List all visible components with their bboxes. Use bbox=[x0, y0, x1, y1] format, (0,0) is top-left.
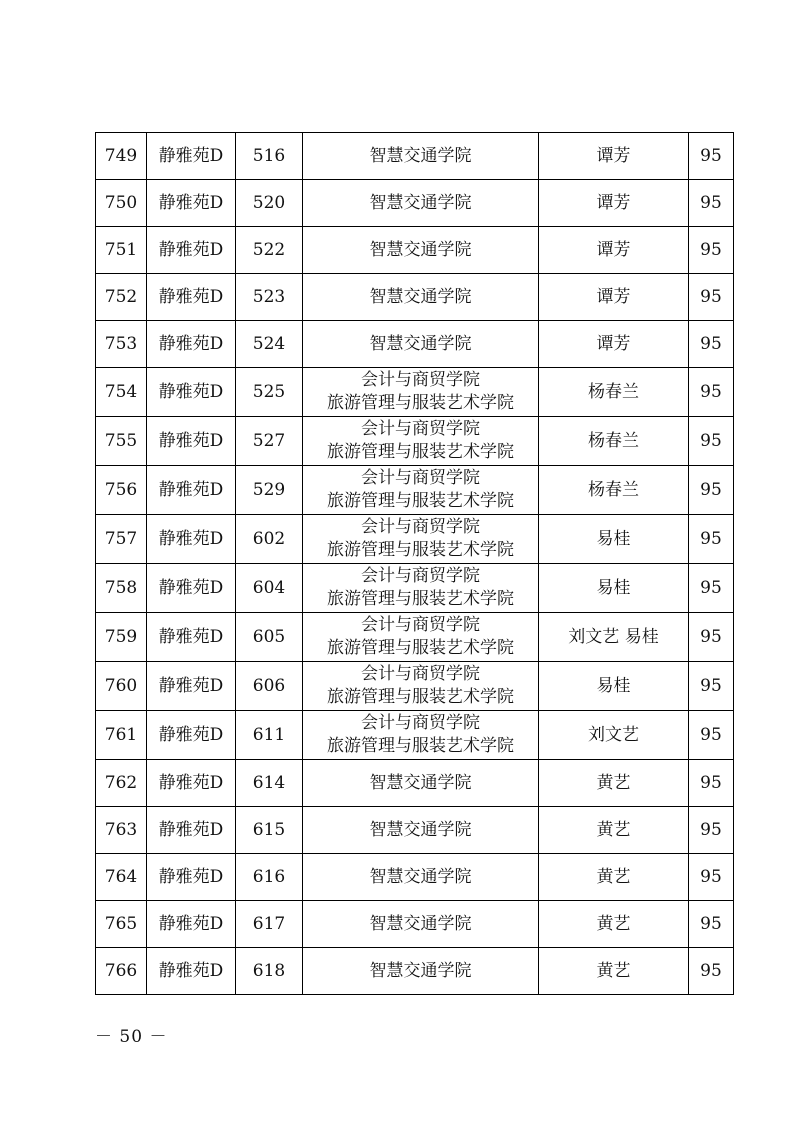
cell-teacher: 谭芳 bbox=[539, 321, 689, 368]
cell-building: 静雅苑D bbox=[147, 417, 236, 466]
college-name: 旅游管理与服装艺术学院 bbox=[327, 442, 514, 462]
dormitory-table bbox=[95, 132, 734, 995]
cell-score: 95 bbox=[689, 417, 734, 466]
cell-building: 静雅苑D bbox=[147, 368, 236, 417]
cell-number: 764 bbox=[96, 854, 147, 901]
cell-room: 520 bbox=[236, 180, 303, 227]
cell-number: 763 bbox=[96, 807, 147, 854]
table-row bbox=[96, 368, 734, 417]
cell-score: 95 bbox=[689, 948, 734, 995]
cell-score: 95 bbox=[689, 662, 734, 711]
cell-number: 755 bbox=[96, 417, 147, 466]
table-row bbox=[96, 948, 734, 995]
cell-room: 523 bbox=[236, 274, 303, 321]
college-name: 智慧交通学院 bbox=[369, 192, 472, 213]
table-row bbox=[96, 901, 734, 948]
cell-building: 静雅苑D bbox=[147, 901, 236, 948]
college-name: 旅游管理与服装艺术学院 bbox=[327, 393, 514, 413]
cell-teacher: 谭芳 bbox=[539, 133, 689, 180]
college-name: 智慧交通学院 bbox=[369, 819, 472, 840]
cell-number: 762 bbox=[96, 760, 147, 807]
college-name: 智慧交通学院 bbox=[369, 239, 472, 260]
cell-room: 527 bbox=[236, 417, 303, 466]
cell-college bbox=[303, 711, 539, 760]
college-name: 会计与商贸学院 bbox=[361, 468, 480, 488]
cell-score: 95 bbox=[689, 321, 734, 368]
cell-college bbox=[303, 466, 539, 515]
cell-number: 757 bbox=[96, 515, 147, 564]
cell-room: 516 bbox=[236, 133, 303, 180]
college-name: 智慧交通学院 bbox=[369, 913, 472, 934]
table-row bbox=[96, 180, 734, 227]
cell-building: 静雅苑D bbox=[147, 321, 236, 368]
cell-room: 604 bbox=[236, 564, 303, 613]
cell-teacher: 黄艺 bbox=[539, 760, 689, 807]
cell-teacher: 杨春兰 bbox=[539, 466, 689, 515]
cell-room: 615 bbox=[236, 807, 303, 854]
cell-room: 522 bbox=[236, 227, 303, 274]
cell-score: 95 bbox=[689, 133, 734, 180]
cell-room: 524 bbox=[236, 321, 303, 368]
table-row bbox=[96, 515, 734, 564]
cell-college bbox=[303, 760, 539, 807]
cell-building: 静雅苑D bbox=[147, 854, 236, 901]
cell-teacher: 黄艺 bbox=[539, 807, 689, 854]
college-name: 会计与商贸学院 bbox=[361, 664, 480, 684]
college-name: 旅游管理与服装艺术学院 bbox=[327, 540, 514, 560]
table-row bbox=[96, 854, 734, 901]
cell-college bbox=[303, 274, 539, 321]
table-row bbox=[96, 227, 734, 274]
cell-teacher: 杨春兰 bbox=[539, 417, 689, 466]
cell-room: 611 bbox=[236, 711, 303, 760]
dormitory-table-container bbox=[95, 132, 733, 995]
cell-score: 95 bbox=[689, 854, 734, 901]
table-row bbox=[96, 133, 734, 180]
college-name: 智慧交通学院 bbox=[369, 866, 472, 887]
cell-number: 752 bbox=[96, 274, 147, 321]
cell-teacher: 易桂 bbox=[539, 662, 689, 711]
cell-room: 606 bbox=[236, 662, 303, 711]
college-name: 智慧交通学院 bbox=[369, 960, 472, 981]
cell-building: 静雅苑D bbox=[147, 133, 236, 180]
cell-number: 758 bbox=[96, 564, 147, 613]
cell-room: 605 bbox=[236, 613, 303, 662]
page-number: － 50 － bbox=[95, 1027, 168, 1047]
cell-college bbox=[303, 901, 539, 948]
college-name: 会计与商贸学院 bbox=[361, 566, 480, 586]
cell-room: 618 bbox=[236, 948, 303, 995]
cell-score: 95 bbox=[689, 274, 734, 321]
college-name: 旅游管理与服装艺术学院 bbox=[327, 638, 514, 658]
cell-building: 静雅苑D bbox=[147, 180, 236, 227]
cell-teacher: 黄艺 bbox=[539, 948, 689, 995]
cell-college bbox=[303, 807, 539, 854]
cell-number: 760 bbox=[96, 662, 147, 711]
college-name: 会计与商贸学院 bbox=[361, 713, 480, 733]
cell-number: 765 bbox=[96, 901, 147, 948]
cell-teacher: 易桂 bbox=[539, 515, 689, 564]
cell-building: 静雅苑D bbox=[147, 662, 236, 711]
cell-room: 602 bbox=[236, 515, 303, 564]
cell-score: 95 bbox=[689, 564, 734, 613]
table-body bbox=[96, 133, 734, 995]
cell-college bbox=[303, 180, 539, 227]
cell-college bbox=[303, 133, 539, 180]
table-row bbox=[96, 274, 734, 321]
table-row bbox=[96, 807, 734, 854]
cell-college bbox=[303, 515, 539, 564]
cell-score: 95 bbox=[689, 807, 734, 854]
cell-teacher: 易桂 bbox=[539, 564, 689, 613]
cell-room: 525 bbox=[236, 368, 303, 417]
cell-building: 静雅苑D bbox=[147, 948, 236, 995]
college-name: 会计与商贸学院 bbox=[361, 615, 480, 635]
college-name: 旅游管理与服装艺术学院 bbox=[327, 736, 514, 756]
cell-building: 静雅苑D bbox=[147, 227, 236, 274]
table-row bbox=[96, 711, 734, 760]
cell-building: 静雅苑D bbox=[147, 760, 236, 807]
cell-teacher: 杨春兰 bbox=[539, 368, 689, 417]
table-row bbox=[96, 662, 734, 711]
table-row bbox=[96, 417, 734, 466]
cell-number: 761 bbox=[96, 711, 147, 760]
cell-building: 静雅苑D bbox=[147, 807, 236, 854]
college-name: 会计与商贸学院 bbox=[361, 419, 480, 439]
cell-number: 749 bbox=[96, 133, 147, 180]
cell-score: 95 bbox=[689, 711, 734, 760]
cell-number: 759 bbox=[96, 613, 147, 662]
table-row bbox=[96, 760, 734, 807]
cell-teacher: 谭芳 bbox=[539, 180, 689, 227]
cell-college bbox=[303, 564, 539, 613]
college-name: 智慧交通学院 bbox=[369, 333, 472, 354]
cell-college bbox=[303, 613, 539, 662]
cell-score: 95 bbox=[689, 613, 734, 662]
cell-college bbox=[303, 662, 539, 711]
table-row bbox=[96, 466, 734, 515]
college-name: 旅游管理与服装艺术学院 bbox=[327, 687, 514, 707]
college-name: 会计与商贸学院 bbox=[361, 517, 480, 537]
cell-college bbox=[303, 321, 539, 368]
cell-score: 95 bbox=[689, 901, 734, 948]
table-row bbox=[96, 613, 734, 662]
table-row bbox=[96, 321, 734, 368]
cell-college bbox=[303, 854, 539, 901]
cell-number: 753 bbox=[96, 321, 147, 368]
cell-teacher: 谭芳 bbox=[539, 227, 689, 274]
cell-building: 静雅苑D bbox=[147, 274, 236, 321]
cell-number: 754 bbox=[96, 368, 147, 417]
college-name: 智慧交通学院 bbox=[369, 772, 472, 793]
cell-score: 95 bbox=[689, 368, 734, 417]
cell-teacher: 黄艺 bbox=[539, 854, 689, 901]
cell-score: 95 bbox=[689, 227, 734, 274]
cell-number: 756 bbox=[96, 466, 147, 515]
cell-building: 静雅苑D bbox=[147, 515, 236, 564]
cell-teacher: 刘文艺 bbox=[539, 711, 689, 760]
cell-college bbox=[303, 368, 539, 417]
cell-teacher: 刘文艺 易桂 bbox=[539, 613, 689, 662]
cell-score: 95 bbox=[689, 180, 734, 227]
cell-teacher: 黄艺 bbox=[539, 901, 689, 948]
cell-number: 751 bbox=[96, 227, 147, 274]
cell-score: 95 bbox=[689, 515, 734, 564]
table-row bbox=[96, 564, 734, 613]
cell-room: 617 bbox=[236, 901, 303, 948]
cell-number: 750 bbox=[96, 180, 147, 227]
cell-teacher: 谭芳 bbox=[539, 274, 689, 321]
college-name: 会计与商贸学院 bbox=[361, 370, 480, 390]
college-name: 智慧交通学院 bbox=[369, 286, 472, 307]
cell-building: 静雅苑D bbox=[147, 466, 236, 515]
cell-score: 95 bbox=[689, 466, 734, 515]
college-name: 旅游管理与服装艺术学院 bbox=[327, 491, 514, 511]
cell-number: 766 bbox=[96, 948, 147, 995]
college-name: 旅游管理与服装艺术学院 bbox=[327, 589, 514, 609]
cell-room: 529 bbox=[236, 466, 303, 515]
cell-building: 静雅苑D bbox=[147, 564, 236, 613]
cell-score: 95 bbox=[689, 760, 734, 807]
cell-building: 静雅苑D bbox=[147, 613, 236, 662]
cell-room: 616 bbox=[236, 854, 303, 901]
cell-building: 静雅苑D bbox=[147, 711, 236, 760]
college-name: 智慧交通学院 bbox=[369, 145, 472, 166]
cell-college bbox=[303, 948, 539, 995]
cell-room: 614 bbox=[236, 760, 303, 807]
cell-college bbox=[303, 227, 539, 274]
cell-college bbox=[303, 417, 539, 466]
